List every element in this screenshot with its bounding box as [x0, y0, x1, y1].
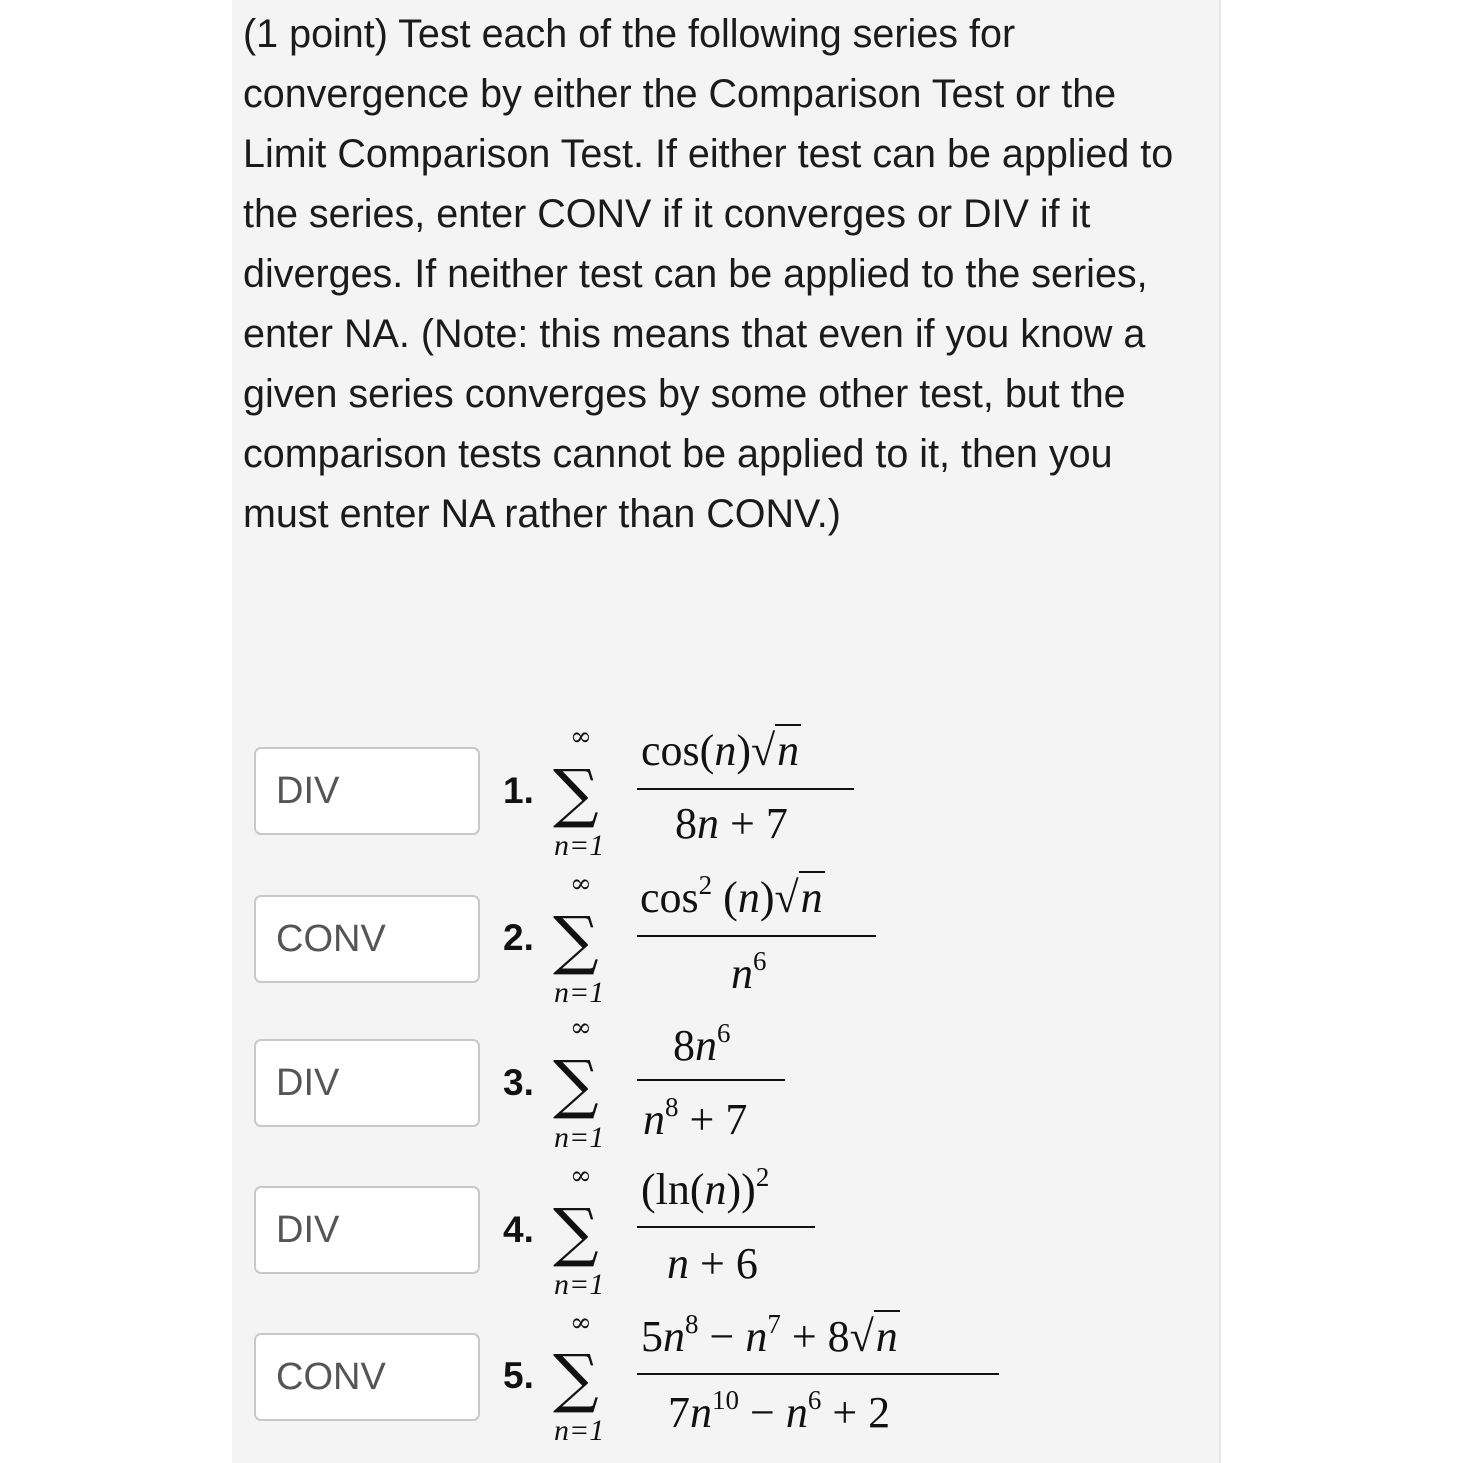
- sum-lower-limit-2: n=1: [554, 976, 605, 1009]
- sum-upper-limit-3: ∞: [570, 1013, 592, 1043]
- sigma-symbol-5: ∑: [553, 1342, 599, 1416]
- numerator-2: $\cos^2 (n)√n$: [640, 870, 823, 922]
- sigma-symbol-1: ∑: [553, 757, 599, 831]
- sum-lower-limit-3: n=1: [554, 1121, 605, 1154]
- sum-upper-limit-4: ∞: [570, 1161, 592, 1191]
- sum-upper-limit-2: ∞: [570, 869, 592, 899]
- sum-lower-limit-4: n=1: [554, 1268, 605, 1301]
- sum-lower-limit-5: n=1: [554, 1414, 605, 1447]
- sigma-symbol-3: ∑: [553, 1048, 599, 1122]
- sum-lower-limit-1: n=1: [554, 829, 605, 862]
- denominator-1: 8n + 7: [675, 799, 788, 848]
- numerator-3: $8n^6$: [673, 1018, 731, 1070]
- denominator-3: $n^8 + 7$: [643, 1092, 748, 1144]
- answer-input-3[interactable]: [254, 1039, 480, 1127]
- item-number-1: 1.: [503, 770, 534, 811]
- sum-upper-limit-1: ∞: [570, 722, 592, 752]
- item-number-4: 4.: [503, 1209, 534, 1250]
- fraction-bar-3: [637, 1079, 785, 1081]
- fraction-bar-5: [637, 1373, 999, 1375]
- numerator-5: $5n^8 - n^7 + 8√n$: [641, 1309, 898, 1361]
- numerator-4: $(\ln(n))^2$: [641, 1162, 770, 1214]
- answer-input-5[interactable]: [254, 1333, 480, 1421]
- problem-statement: (1 point) Test each of the following series for convergence by either the Comparison Test or the Limit Comparison Test. If either test can be applied to the series, enter CONV if it converges or DIV if it diverges. If neither test can be applied to the series, enter NA. (Note: this means that even if you know a given series converges by some other test, but the comparison tests cannot be applied to it, then you must enter NA rather than CONV.): [243, 12, 1174, 536]
- fraction-bar-2: [637, 935, 876, 937]
- fraction-bar-4: [637, 1226, 815, 1228]
- denominator-4: n + 6: [667, 1239, 758, 1288]
- item-number-2: 2.: [503, 917, 534, 958]
- fraction-bar-1: [637, 788, 854, 790]
- answer-input-1[interactable]: [254, 747, 480, 835]
- sum-upper-limit-5: ∞: [570, 1308, 592, 1338]
- denominator-2: $n^6$: [731, 946, 767, 998]
- answer-input-2[interactable]: [254, 895, 480, 983]
- sigma-symbol-2: ∑: [553, 904, 599, 978]
- answer-input-4[interactable]: [254, 1186, 480, 1274]
- denominator-5: $7n^{10} - n^6 + 2$: [668, 1385, 891, 1437]
- sigma-symbol-4: ∑: [553, 1196, 599, 1270]
- numerator-1: cos(n)√n: [641, 726, 800, 775]
- item-number-3: 3.: [503, 1062, 534, 1103]
- item-number-5: 5.: [503, 1355, 534, 1396]
